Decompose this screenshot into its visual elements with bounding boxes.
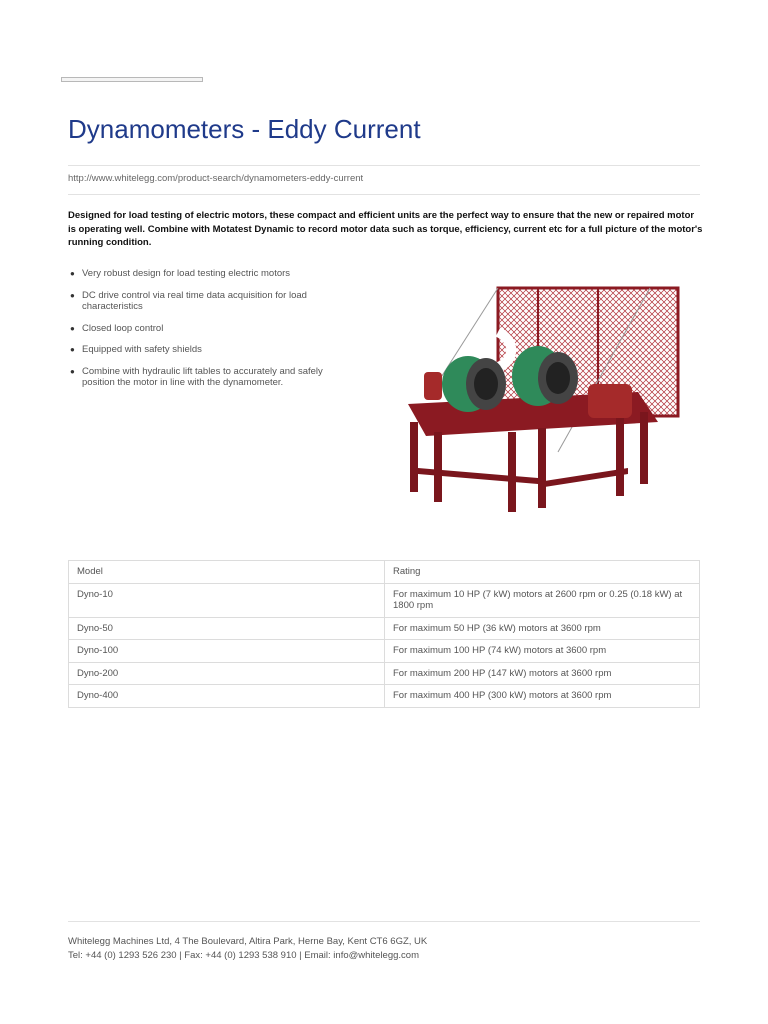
feature-text: Very robust design for load testing electric motors [82, 268, 291, 279]
table-cell-rating: For maximum 200 HP (147 kW) motors at 3600 rpm [385, 662, 700, 685]
table-cell-model: Dyno-100 [69, 640, 385, 663]
table-header-model: Model [69, 561, 385, 584]
intro-paragraph: Designed for load testing of electric motors, these compact and efficient units are the perfect way to ensure that the new or repaired motor is operating well. Combine with Motatest Dynamic to record motor data such as torque, efficiency, current etc for a full picture of the motor's running condition. [68, 210, 703, 248]
table-row [69, 583, 700, 617]
list-item [68, 366, 343, 389]
logo-placeholder [61, 77, 203, 82]
bullet-icon: ● [70, 323, 75, 333]
bullet-icon: ● [70, 366, 75, 376]
divider [68, 194, 700, 195]
table-row [69, 662, 700, 685]
list-item [68, 268, 343, 280]
list-item [68, 323, 343, 335]
table-cell-rating: For maximum 50 HP (36 kW) motors at 3600 rpm [385, 617, 700, 640]
footer-address: Whitelegg Machines Ltd, 4 The Boulevard, Altira Park, Herne Bay, Kent CT6 6GZ, UK [68, 936, 428, 947]
table-row [69, 617, 700, 640]
bullet-icon: ● [70, 269, 75, 278]
table-cell-rating: For maximum 10 HP (7 kW) motors at 2600 rpm or 0.25 (0.18 kW) at 1800 rpm [385, 583, 700, 617]
table-row [69, 640, 700, 663]
page-title: Dynamometers - Eddy Current [68, 114, 421, 144]
list-item [68, 344, 343, 356]
table-cell-model: Dyno-400 [69, 685, 385, 708]
feature-text: Closed loop control [82, 322, 164, 334]
page-url[interactable]: http://www.whitelegg.com/product-search/dynamometers-eddy-current [68, 173, 364, 184]
divider [68, 165, 700, 166]
bullet-icon: ● [70, 290, 75, 300]
table-cell-rating: For maximum 100 HP (74 kW) motors at 3600 rpm [385, 640, 700, 663]
table-cell-model: Dyno-200 [69, 662, 385, 685]
feature-text: DC drive control via real time data acquisition for load characteristics [82, 289, 307, 312]
table-cell-rating: For maximum 400 HP (300 kW) motors at 3600 rpm [385, 685, 700, 708]
feature-list [68, 268, 343, 399]
dynamometer-image [388, 272, 700, 544]
list-item [68, 290, 343, 313]
footer [68, 935, 427, 962]
table-cell-model: Dyno-50 [69, 617, 385, 640]
specifications-table [68, 560, 700, 708]
feature-text: Combine with hydraulic lift tables to accurately and safely position the motor in line with the dynamometer. [82, 365, 323, 388]
bullet-icon: ● [70, 345, 75, 354]
table-cell-model: Dyno-10 [69, 583, 385, 617]
footer-divider [68, 921, 700, 922]
footer-contact: Tel: +44 (0) 1293 526 230 | Fax: +44 (0) 1293 538 910 | Email: info@whitelegg.com [68, 949, 419, 961]
table-header-rating: Rating [385, 561, 700, 584]
feature-text: Equipped with safety shields [82, 344, 202, 355]
table-header-row [69, 561, 700, 584]
table-row [69, 685, 700, 708]
